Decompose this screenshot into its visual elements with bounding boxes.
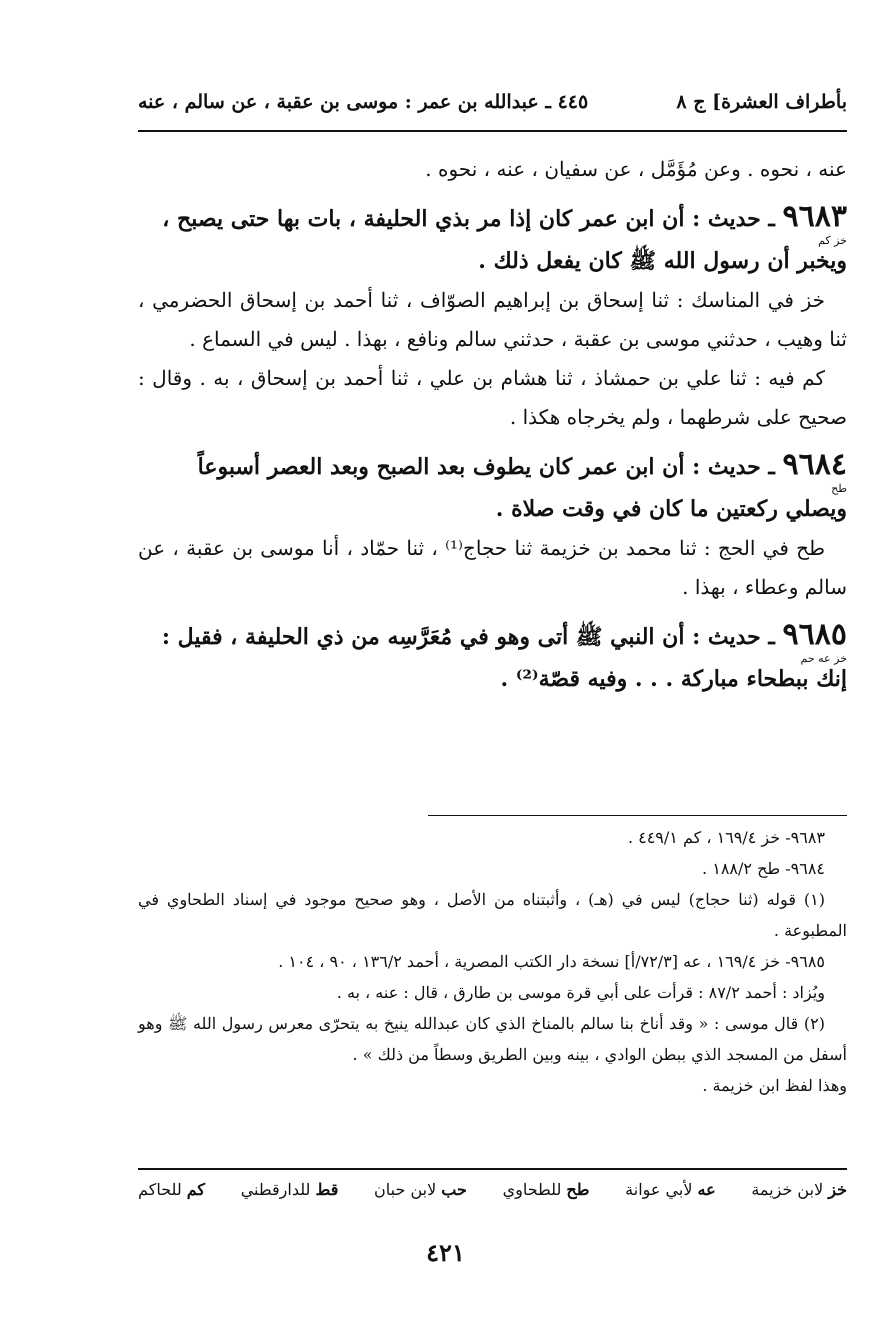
footnote: وهذا لفظ ابن خزيمة . [702,1076,847,1095]
hadith-text-continued: ويصلي ركعتين ما كان في وقت صلاة . [495,496,847,522]
footnote: ٩٦٨٥- خز ١٦٩/٤ ، عه [٧٢/٣/أ] نسخة دار الكتب المصرية ، أحمد ١٣٦/٢ ، ٩٠ ، ١٠٤ . [278,952,825,971]
hadith-source-codes: طح [831,482,847,495]
running-header [138,82,847,122]
hadith-block [138,445,847,607]
footnote: ٩٦٨٣- خز ١٦٩/٤ ، كم ٤٤٩/١ . [627,828,825,847]
hadith-heading [138,197,847,239]
abbreviation-item: حب لابن حبان [374,1180,467,1199]
hadith-text: ـ حديث : أن ابن عمر كان إذا مر بذي الحليفة ، بات بها حتى يصبح ، [162,206,775,232]
abbreviation-rule [138,1168,847,1170]
hadith-source-codes: خز عه حم [800,652,847,665]
hadith-block [138,615,847,699]
hadith-heading [138,445,847,487]
hadith-heading [138,615,847,657]
abbreviation-item: عه لأبي عوانة [625,1180,716,1199]
abbreviation-item: طح للطحاوي [502,1180,590,1199]
hadith-text: ـ حديث : أن النبي ﷺ أتى وهو في مُعَرَّسِه من ذي الحليفة ، فقيل : [161,624,775,650]
footnote: (٢) قال موسى : « وقد أناخ بنا سالم بالمناخ الذي كان عبدالله ينيخ به يتحرّى معرس رسول الله ﷺ وهو أسفل من المسجد الذي ببطن الوادي ، بينه وبين الطريق وسطاً من ذلك » . [138,1014,847,1064]
hadith-number: ٩٦٨٤ [782,447,847,482]
hadith-number: ٩٦٨٣ [782,199,847,234]
footnote: (١) قوله (ثنا حجاج) ليس في (هـ) ، وأثبتناه من الأصل ، وهو صحيح موجود في إسناد الطحاوي في المطبوعة . [138,890,847,940]
hadith-block [138,197,847,437]
footnotes [138,822,847,1101]
header-volume: بأطراف العشرة] ج ٨ [676,91,847,113]
hadith-number: ٩٦٨٥ [782,617,847,652]
intro-line: عنه ، نحوه . وعن مُؤَمَّل ، عن سفيان ، عنه ، نحوه . [425,157,847,181]
hadith-text-continued: ويخبر أن رسول الله ﷺ كان يفعل ذلك . [478,248,847,274]
abbreviation-item: قط للدارقطني [240,1180,339,1199]
footnote-rule [428,815,847,816]
isnad-paragraph: طح في الحج : ثنا محمد بن خزيمة ثنا حجاج⁽¹⁾ ، ثنا حمّاد ، أنا موسى بن عقبة ، عن سالم وعطاء ، بهذا . [138,536,847,599]
header-chapter: ٤٤٥ ـ عبدالله بن عمر : موسى بن عقبة ، عن سالم ، عنه [138,91,589,113]
hadith-text: ـ حديث : أن ابن عمر كان يطوف بعد الصبح وبعد العصر أسبوعاً [197,454,775,480]
header-rule [138,130,847,132]
footnote: ويُزاد : أحمد ٨٧/٢ : قرأت على أبي قرة موسى بن طارق ، قال : عنه ، به . [336,983,825,1002]
hadith-text-continued: إنك ببطحاء مباركة . . . وفيه قصّة⁽²⁾ . [500,666,847,692]
abbreviation-item: خز لابن خزيمة [751,1180,847,1199]
main-text [138,150,847,699]
abbreviation-key [138,1180,847,1199]
isnad-paragraph: خز في المناسك : ثنا إسحاق بن إبراهيم الصوّاف ، ثنا أحمد بن إسحاق الحضرمي ، ثنا وهيب ، حدثني موسى بن عقبة ، حدثني سالم ونافع ، بهذا . ليس في السماع . [138,288,847,351]
page-number: ٤٢١ [426,1238,465,1267]
hadith-source-codes: خز كم [818,234,847,247]
isnad-paragraph: كم فيه : ثنا علي بن حمشاذ ، ثنا هشام بن علي ، ثنا أحمد بن إسحاق ، به . وقال : صحيح على شرطهما ، ولم يخرجاه هكذا . [138,366,847,429]
abbreviation-item: كم للحاكم [138,1180,206,1199]
footnote: ٩٦٨٤- طح ١٨٨/٢ . [702,859,825,878]
